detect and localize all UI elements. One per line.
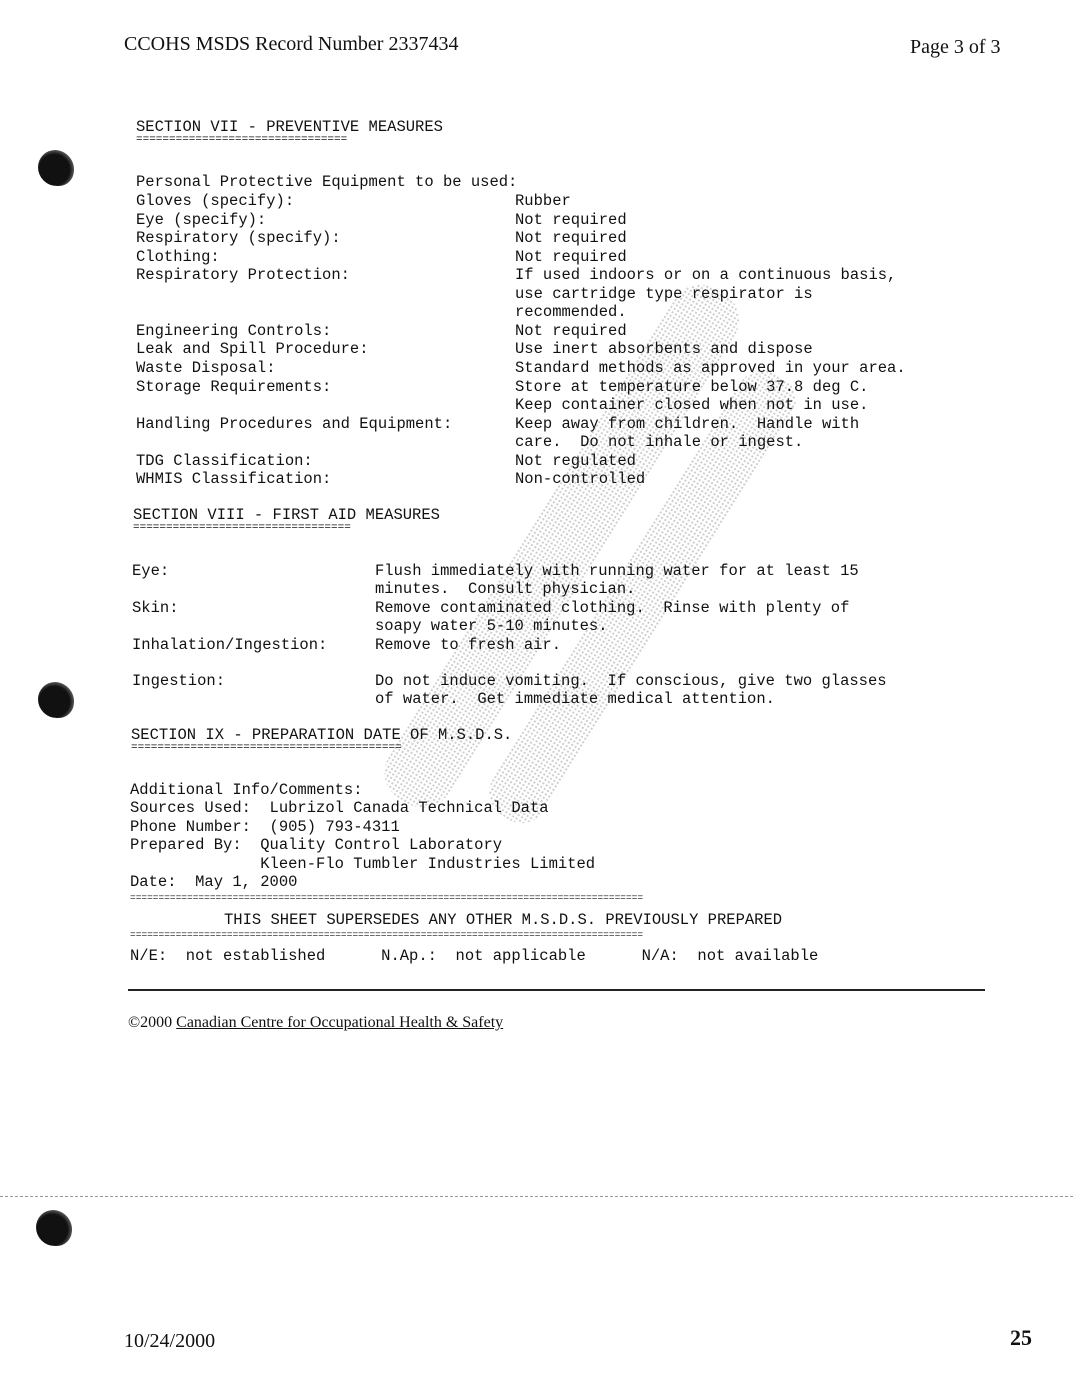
field-label: Respiratory Protection: (136, 266, 350, 285)
field-label: Clothing: (136, 247, 220, 266)
field-value: Keep away from children. Handle with (515, 414, 860, 433)
field-value: soapy water 5-10 minutes. (375, 617, 608, 636)
copyright-year: ©2000 (128, 1014, 173, 1031)
footer-divider (128, 989, 985, 991)
field-label: Eye: (132, 562, 170, 580)
field-value: Keep container closed when not in use. (515, 396, 869, 415)
field-label: Inhalation/Ingestion: (132, 635, 328, 654)
field-value: Do not induce vomiting. If conscious, give two glasses (375, 672, 887, 690)
additional-info-line: Additional Info/Comments: (130, 781, 363, 799)
print-date: 10/24/2000 (124, 1330, 216, 1352)
field-value: Store at temperature below 37.8 deg C. (515, 377, 869, 396)
field-value: Rubber (515, 192, 571, 210)
page-separator (0, 1196, 1073, 1197)
record-title: CCOHS MSDS Record Number 2337434 (124, 33, 459, 55)
binder-hole-icon (38, 150, 74, 186)
binder-hole-icon (36, 1210, 72, 1246)
field-value: recommended. (515, 303, 627, 322)
field-label: Respiratory (specify): (136, 229, 341, 248)
field-label: Engineering Controls: (136, 321, 332, 340)
field-label: Eye (specify): (136, 210, 267, 229)
field-label: TDG Classification: (136, 451, 313, 470)
field-value: Not required (515, 321, 627, 340)
field-value: Non-controlled (515, 470, 646, 489)
field-value: Standard methods as approved in your area. (515, 358, 906, 377)
field-value: Not required (515, 210, 627, 229)
field-value: Not regulated (515, 451, 636, 470)
phone-number-line: Phone Number: (905) 793-4311 (130, 818, 400, 836)
copyright-org-link[interactable]: Canadian Centre for Occupational Health & Safety (176, 1014, 504, 1031)
field-value: minutes. Consult physician. (375, 580, 636, 599)
ppe-intro: Personal Protective Equipment to be used: (136, 173, 518, 191)
section-ix-title: SECTION IX - PREPARATION DATE OF M.S.D.S. (131, 726, 513, 744)
sources-used-line: Sources Used: Lubrizol Canada Technical Data (130, 799, 549, 817)
section-viii-title: SECTION VIII - FIRST AID MEASURES (133, 506, 440, 524)
field-label: Leak and Spill Procedure: (136, 340, 369, 359)
rule-line: ========================================================================================== (130, 929, 644, 940)
copyright-notice (128, 1014, 503, 1032)
section-vii-title: SECTION VII - PREVENTIVE MEASURES (136, 118, 443, 136)
binder-hole-icon (38, 682, 74, 718)
field-value: of water. Get immediate medical attention. (375, 690, 775, 709)
field-value: If used indoors or on a continuous basis, (515, 266, 897, 285)
field-value: Not required (515, 229, 627, 248)
rule-line: ========================================================================================== (130, 892, 644, 903)
field-value: care. Do not inhale or ingest. (515, 433, 804, 452)
field-label: Handling Procedures and Equipment: (136, 414, 453, 433)
date-line: Date: May 1, 2000 (130, 873, 298, 891)
section-vii-underline: ================================ (136, 134, 348, 146)
page-label: Page 3 of 3 (910, 36, 1001, 58)
supersedes-notice: THIS SHEET SUPERSEDES ANY OTHER M.S.D.S. PREVIOUSLY PREPARED (224, 911, 783, 929)
field-value: Flush immediately with running water for at least 15 (375, 562, 859, 580)
field-value: Use inert absorbents and dispose (515, 340, 813, 359)
section-ix-underline: ========================================= (131, 742, 402, 754)
field-value: Remove contaminated clothing. Rinse with plenty of (375, 598, 850, 617)
field-value: use cartridge type respirator is (515, 284, 813, 303)
field-value: Remove to fresh air. (375, 635, 562, 654)
field-label: WHMIS Classification: (136, 470, 332, 489)
field-value: Not required (515, 247, 627, 266)
prepared-by-line: Prepared By: Quality Control Laboratory (130, 836, 503, 854)
section-viii-underline: ================================= (133, 522, 351, 534)
field-label: Waste Disposal: (136, 358, 276, 377)
prepared-by-company-line: Kleen-Flo Tumbler Industries Limited (130, 855, 596, 873)
page-number: 25 (1010, 1325, 1032, 1350)
field-label: Gloves (specify): (136, 192, 295, 210)
field-label: Storage Requirements: (136, 377, 332, 396)
field-label: Skin: (132, 598, 179, 617)
field-label: Ingestion: (132, 672, 226, 690)
abbreviations-legend: N/E: not established N.Ap.: not applicable N/A: not available (130, 947, 819, 965)
